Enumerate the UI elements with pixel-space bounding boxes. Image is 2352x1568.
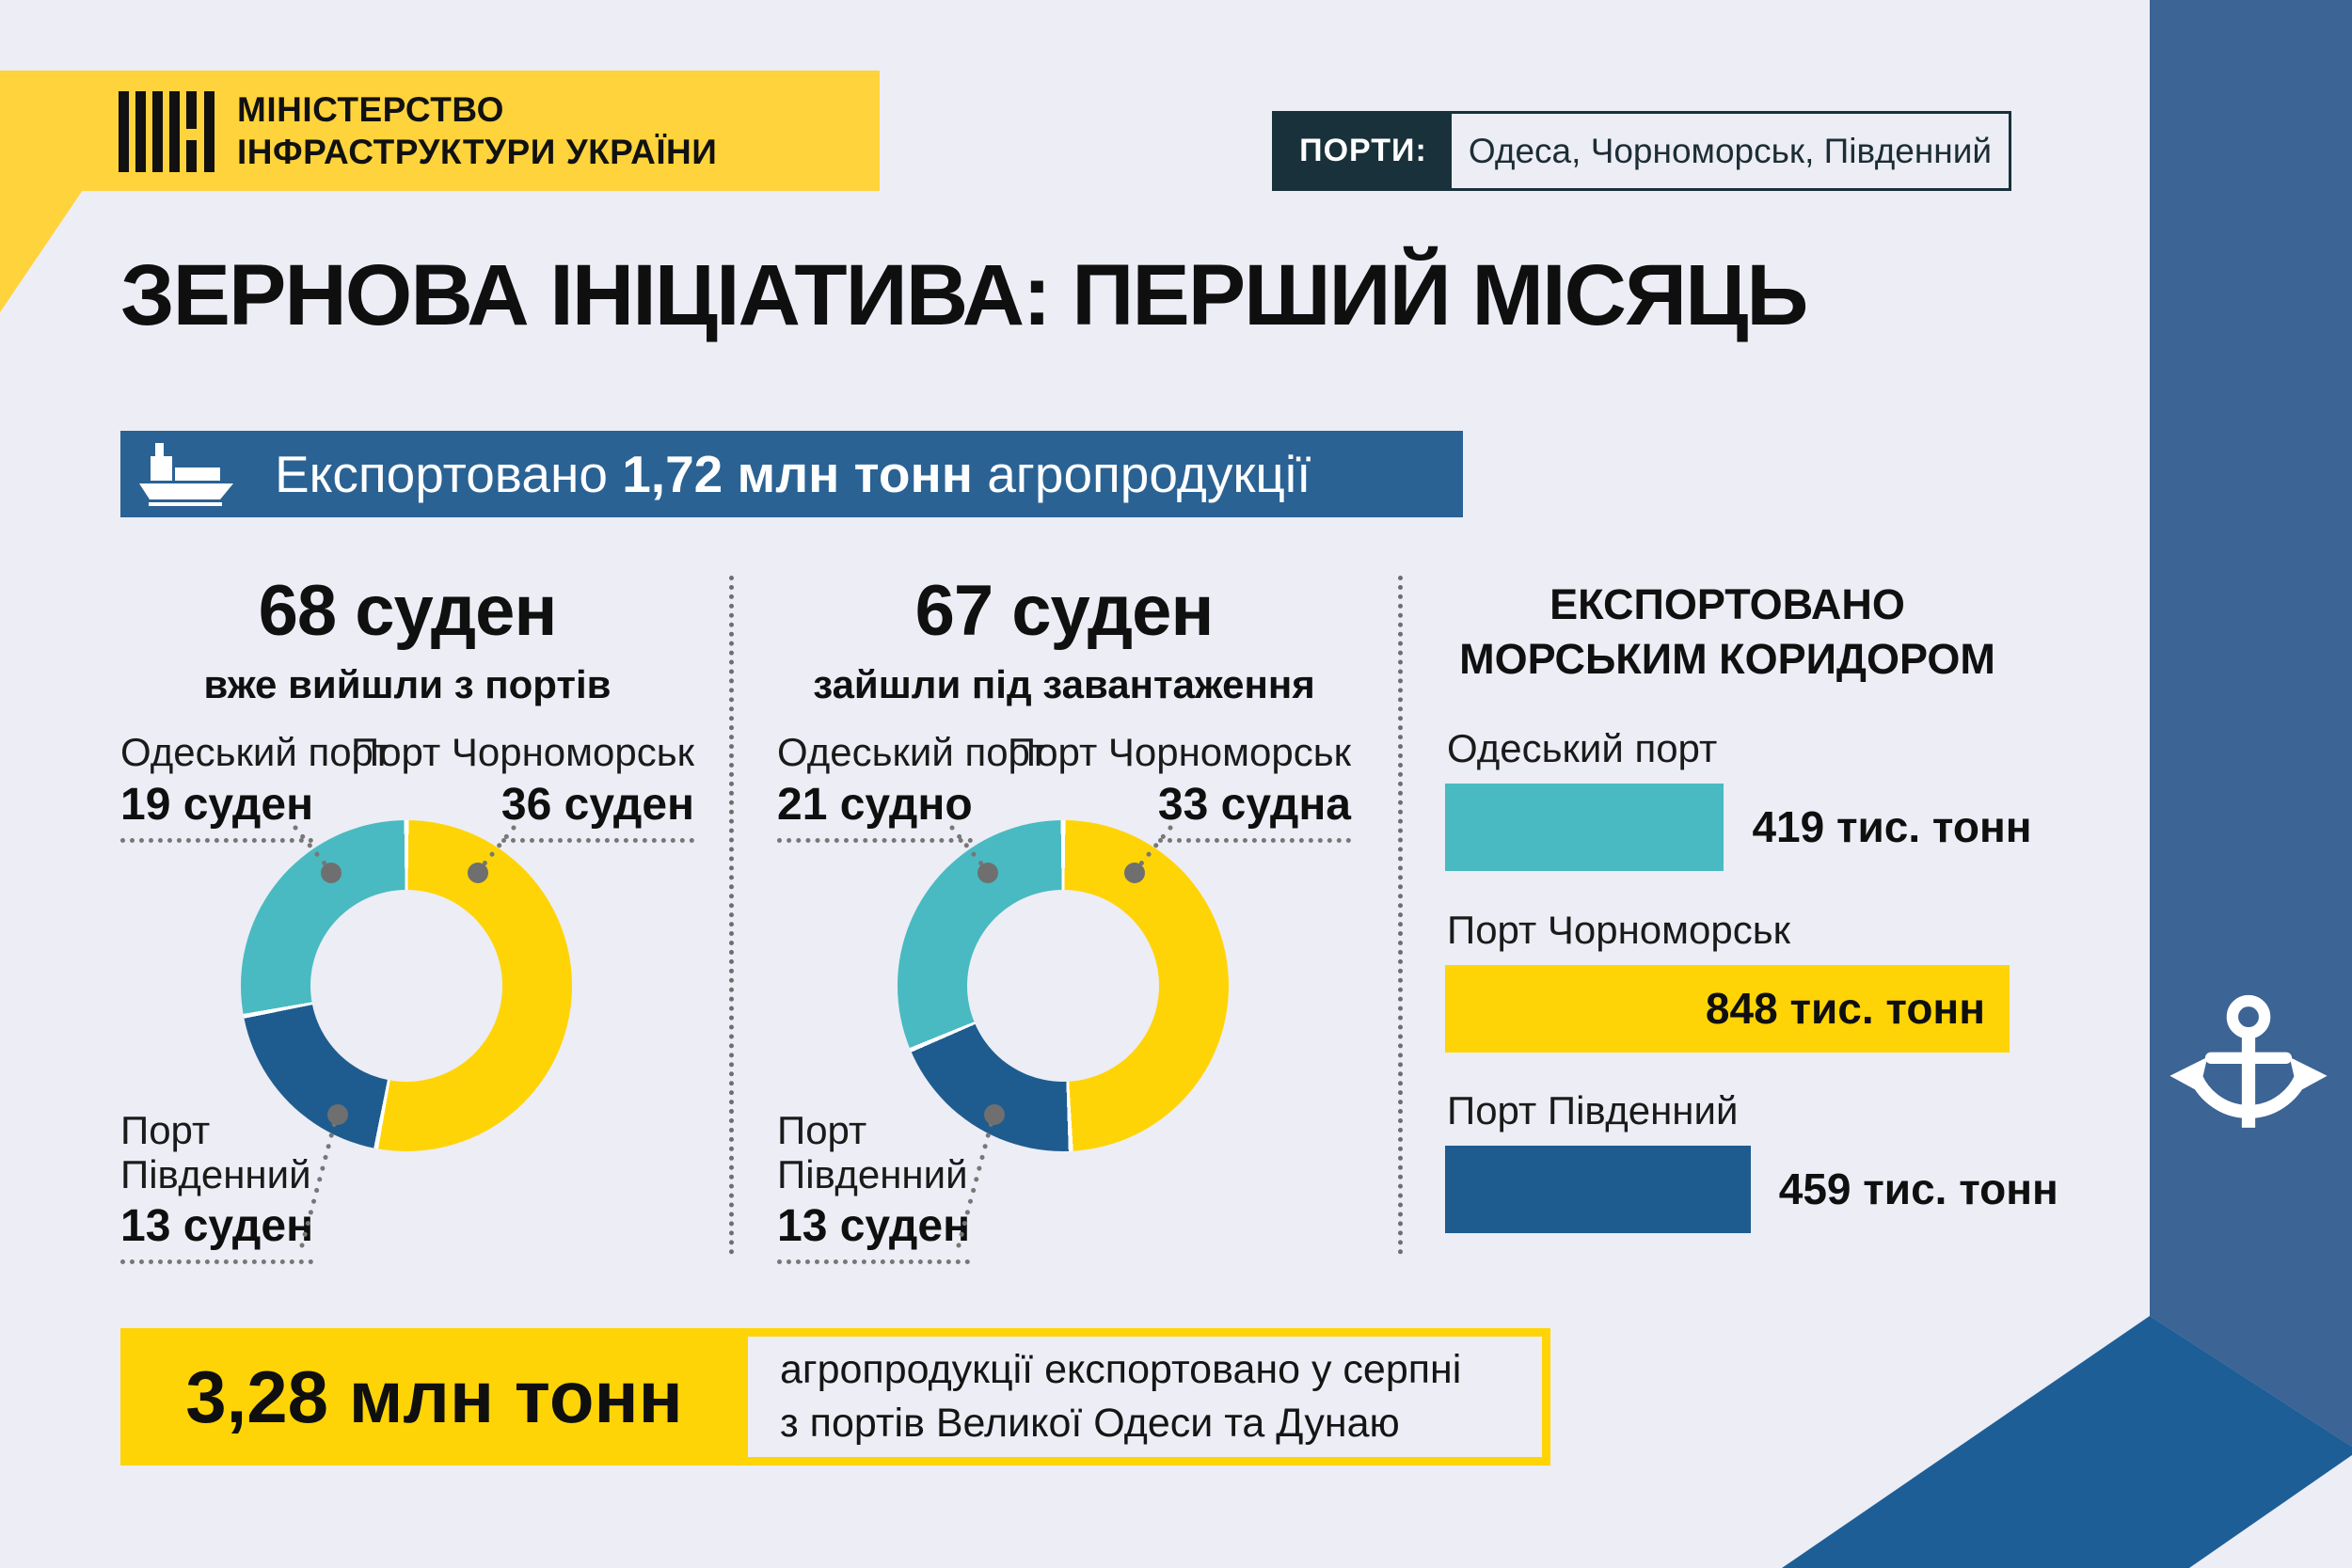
port-label: Одеський порт xyxy=(777,730,1048,774)
port-label: Південний xyxy=(777,1152,968,1196)
donut1-subtitle: вже вийшли з портів xyxy=(203,662,612,706)
port-count: 36 суден xyxy=(501,779,694,843)
ribbon-band-main xyxy=(2150,0,2352,1447)
donut2-label-pivdennyi xyxy=(777,1108,970,1264)
bar-fill-odesa xyxy=(1445,784,1724,871)
export-total-banner xyxy=(120,431,1463,517)
port-count: 13 суден xyxy=(120,1200,313,1264)
donut2-subtitle: зайшли під завантаження xyxy=(813,662,1315,706)
bar-group-chornomorsk xyxy=(1445,908,2010,1058)
column-divider-1 xyxy=(729,576,734,1255)
bar-label: Одеський порт xyxy=(1447,726,1718,770)
page-title: ЗЕРНОВА ІНІЦІАТИВА: ПЕРШИЙ МІСЯЦЬ xyxy=(120,247,1807,343)
bar-label: Порт Чорноморськ xyxy=(1447,908,1790,952)
bar-value: 848 тис. тонн xyxy=(1705,984,1985,1033)
port-label: Порт Чорноморськ xyxy=(351,730,694,774)
footer-description-line1: агропродукції експортовано у серпні xyxy=(780,1347,1462,1392)
footer-description-line2: з портів Великої Одеси та Дунаю xyxy=(780,1401,1400,1446)
bar-value: 419 тис. тонн xyxy=(1752,802,2032,851)
ports-box xyxy=(1272,111,2011,191)
bar-group-pivdennyi xyxy=(1445,1088,2058,1239)
port-label: Порт xyxy=(120,1108,211,1152)
donut1-title: 68 суден xyxy=(258,571,557,651)
bar-label: Порт Південний xyxy=(1447,1088,1739,1132)
port-label: Південний xyxy=(120,1152,311,1196)
ministry-name-line1: МІНІСТЕРСТВО xyxy=(237,90,504,129)
bar-chart-title xyxy=(1445,578,2010,687)
ports-label: ПОРТИ: xyxy=(1275,114,1452,188)
port-label: Одеський порт xyxy=(120,730,391,774)
bar-group-odesa xyxy=(1445,726,2032,877)
anchor-icon xyxy=(2159,983,2338,1162)
donut-hole xyxy=(310,890,502,1082)
bar-value: 459 тис. тонн xyxy=(1778,1164,2058,1213)
export-total-prefix: Експортовано xyxy=(275,445,623,503)
footer-big-number: 3,28 млн тонн xyxy=(185,1354,683,1438)
column-divider-2 xyxy=(1398,576,1403,1255)
port-label: Порт Чорноморськ xyxy=(1008,730,1351,774)
donut-chart-loading xyxy=(898,820,1229,1151)
export-total-suffix: агропродукції xyxy=(972,445,1311,503)
port-count: 13 суден xyxy=(777,1200,970,1264)
bar-chart-title-line1: ЕКСПОРТОВАНО xyxy=(1549,580,1905,628)
bar-chart-column xyxy=(1445,564,2058,1293)
export-total-text xyxy=(275,444,1311,504)
donut1-label-pivdennyi xyxy=(120,1108,313,1264)
bar-chart-title-line2: МОРСЬКИМ КОРИДОРОМ xyxy=(1459,635,1995,683)
port-label: Порт xyxy=(777,1108,867,1152)
donut-hole xyxy=(967,890,1159,1082)
footer-description xyxy=(748,1337,1542,1457)
port-count: 33 судна xyxy=(1158,779,1351,843)
ministry-name xyxy=(237,88,717,173)
donut-column-loading xyxy=(777,564,1351,1293)
export-total-value: 1,72 млн тонн xyxy=(622,445,973,503)
ministry-name-line2: ІНФРАСТРУКТУРИ УКРАЇНИ xyxy=(237,133,718,171)
ports-value: Одеса, Чорноморськ, Південний xyxy=(1452,114,2009,188)
port-count: 21 судно xyxy=(777,779,973,843)
bar-fill-pivdennyi xyxy=(1445,1146,1751,1233)
donut-column-departed xyxy=(120,564,694,1293)
ship-icon xyxy=(139,442,233,506)
donut2-title: 67 суден xyxy=(914,571,1214,651)
footer-summary-box xyxy=(120,1328,1550,1465)
ministry-logo-icon xyxy=(119,91,215,172)
port-count: 19 суден xyxy=(120,779,313,843)
donut-chart-departed xyxy=(241,820,572,1151)
